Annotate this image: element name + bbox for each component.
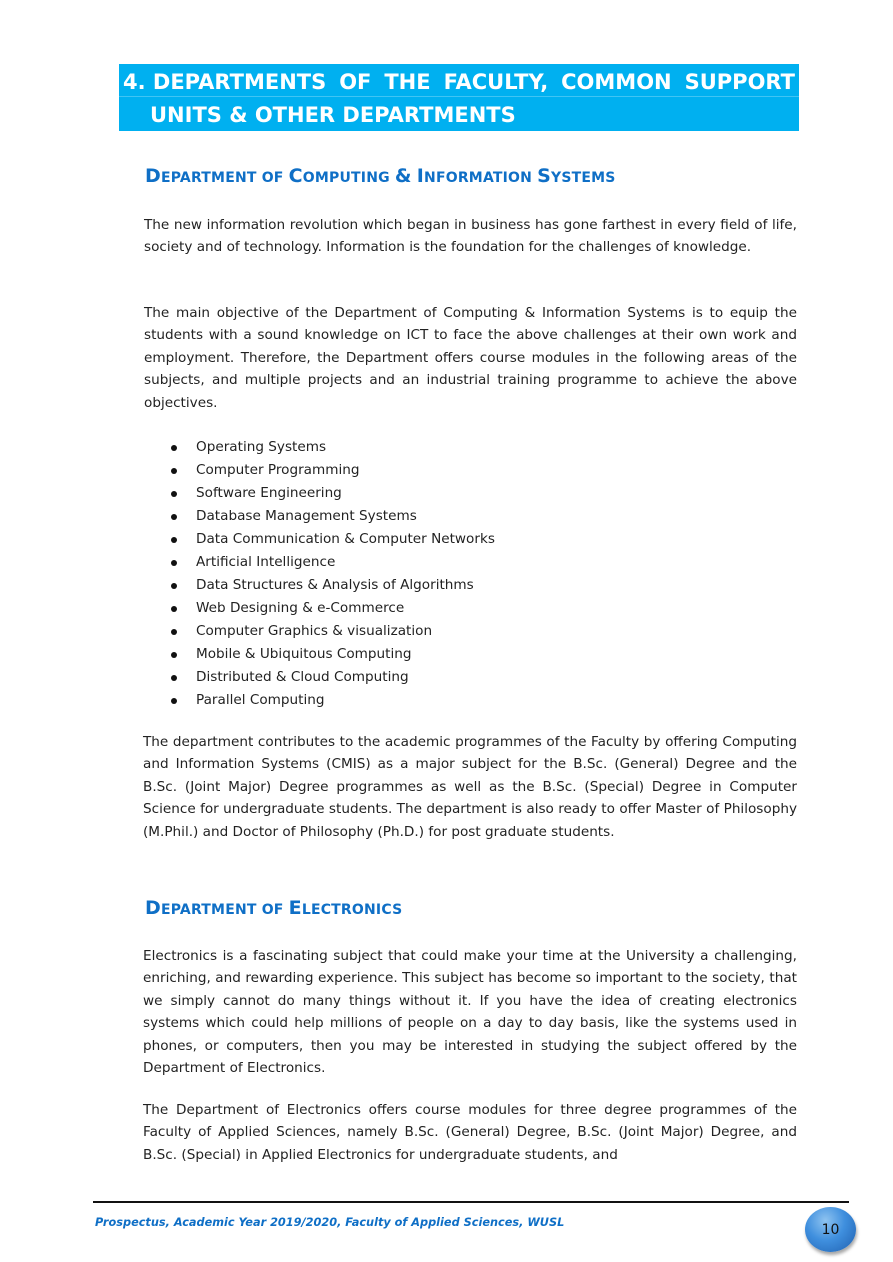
list-item-label: Computer Graphics & visualization: [196, 623, 433, 639]
computing-programmes-paragraph: The department contributes to the academic programmes of the Faculty by offering Computing and Information Systems (CMIS) as a major subject for the B.Sc. (General) Degree and the B.Sc. (Joint Major) Degree programmes as well as the B.Sc. (Special) Degree in Computer Science for undergraduate students. The department is also ready to offer Master of Philosophy (M.Phil.) and Doctor of Philosophy (Ph.D.) for post graduate students.: [143, 734, 797, 840]
list-item: [171, 551, 495, 574]
list-item-label: Computer Programming: [196, 462, 360, 478]
heading-cap: I: [416, 165, 425, 187]
bullet-icon: [171, 675, 177, 681]
heading-cap: D: [145, 165, 161, 187]
page-number-badge: [805, 1207, 856, 1252]
computing-objective-paragraph: The main objective of the Department of Computing & Information Systems is to equip the students with a sound knowledge on ICT to face the above challenges at their own work and employment. Therefore, the Department offers course modules in the following areas of the subjects, and multiple projects and an industrial training programme to achieve the above objectives.: [144, 305, 797, 411]
heading-computing-department: [145, 165, 616, 187]
list-item-label: Data Structures & Analysis of Algorithms: [196, 577, 474, 593]
bullet-icon: [171, 583, 177, 589]
electronics-programmes-paragraph: The Department of Electronics offers course modules for three degree programmes of the Faculty of Applied Sciences, namely B.Sc. (General) Degree, B.Sc. (Joint Major) Degree, and B.Sc. (Special) in Applied Electronics for undergraduate students, and: [143, 1102, 797, 1163]
list-item: [171, 689, 495, 712]
heading-rest: OMPUTING: [302, 170, 395, 186]
list-item-label: Database Management Systems: [196, 508, 417, 524]
list-item: [171, 597, 495, 620]
heading-cap: C: [288, 165, 303, 187]
bullet-icon: [171, 514, 177, 520]
section-banner: [119, 64, 799, 131]
banner-word: 4. DEPARTMENTS: [123, 70, 327, 94]
bullet-icon: [171, 629, 177, 635]
list-item: [171, 574, 495, 597]
banner-divider: [119, 96, 799, 97]
list-item: [171, 505, 495, 528]
banner-word: FACULTY,: [443, 70, 549, 94]
banner-word: SUPPORT: [684, 70, 795, 94]
heading-cap: E: [288, 897, 302, 919]
banner-line-2: UNITS & OTHER DEPARTMENTS: [150, 103, 516, 127]
page-number: 10: [821, 1221, 840, 1238]
electronics-intro-paragraph: Electronics is a fascinating subject that could make your time at the University a challenging, enriching, and rewarding experience. This subject has become so important to the society, that we simply cannot do many things without it. If you have the idea of creating electronics systems which could help millions of people on a day to day basis, like the systems used in phones, or computers, then you may be interested in studying the subject offered by the Department of Electronics.: [143, 948, 797, 1077]
heading-cap: S: [537, 165, 552, 187]
list-item: [171, 459, 495, 482]
list-item-label: Artificial Intelligence: [196, 554, 336, 570]
banner-word: THE: [384, 70, 431, 94]
footer-divider: [93, 1201, 849, 1203]
bullet-icon: [171, 606, 177, 612]
footer-text: Prospectus, Academic Year 2019/2020, Faculty of Applied Sciences, WUSL: [95, 1216, 565, 1229]
heading-electronics-department: [145, 897, 402, 919]
list-item: [171, 528, 495, 551]
computing-intro-paragraph: The new information revolution which began in business has gone farthest in every field of life, society and of technology. Information is the foundation for the challenges of knowledge.: [144, 217, 797, 256]
banner-word: OF: [339, 70, 372, 94]
bullet-icon: [171, 698, 177, 704]
heading-rest: EPARTMENT OF: [160, 902, 289, 918]
list-item: [171, 436, 495, 459]
bullet-icon: [171, 652, 177, 658]
list-item-label: Operating Systems: [196, 439, 327, 455]
list-item: [171, 666, 495, 689]
bullet-icon: [171, 491, 177, 497]
banner-line-1: [123, 66, 795, 99]
heading-rest: LECTRONICS: [301, 902, 403, 918]
list-item-label: Web Designing & e-Commerce: [196, 600, 405, 616]
list-item-label: Distributed & Cloud Computing: [196, 669, 409, 685]
list-item-label: Parallel Computing: [196, 692, 325, 708]
computing-subject-list: [171, 436, 495, 712]
list-item-label: Software Engineering: [196, 485, 342, 501]
heading-rest: EPARTMENT OF: [160, 170, 289, 186]
list-item: [171, 482, 495, 505]
heading-cap: &: [394, 165, 412, 187]
list-item: [171, 620, 495, 643]
list-item-label: Data Communication & Computer Networks: [196, 531, 495, 547]
heading-rest: NFORMATION: [424, 170, 538, 186]
bullet-icon: [171, 468, 177, 474]
list-item: [171, 643, 495, 666]
banner-word: COMMON: [561, 70, 672, 94]
list-item-label: Mobile & Ubiquitous Computing: [196, 646, 412, 662]
heading-cap: D: [145, 897, 161, 919]
heading-rest: YSTEMS: [551, 170, 616, 186]
bullet-icon: [171, 560, 177, 566]
bullet-icon: [171, 445, 177, 451]
bullet-icon: [171, 537, 177, 543]
